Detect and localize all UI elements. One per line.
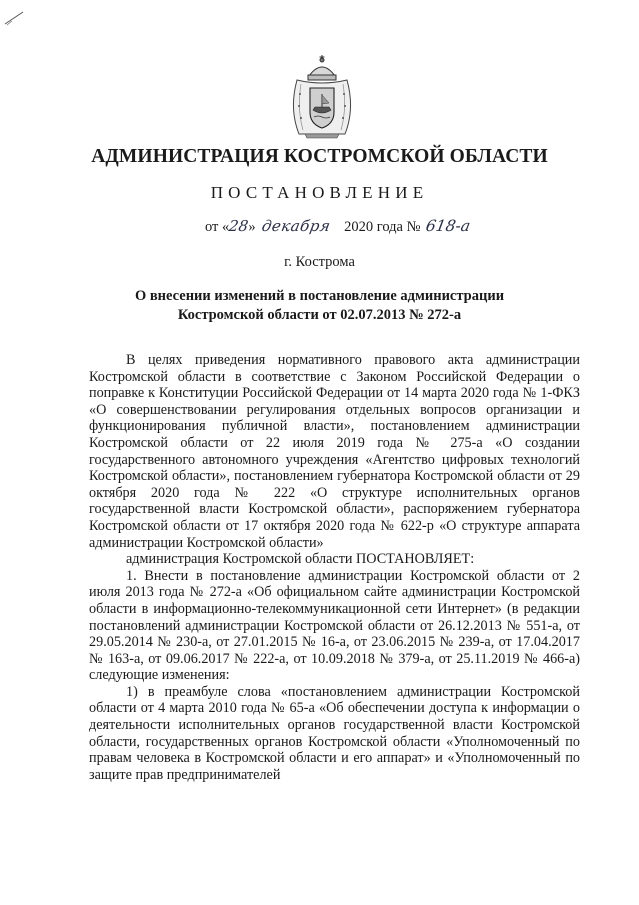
date-month: декабря bbox=[260, 217, 332, 235]
item-1-paragraph: 1. Внести в постановление администрации Костромской области от 2 июля 2013 года № 272-а «Об официальном сайте администрации Костромской области в информационно-телекоммуникационной сети Интернет» (в редакции постановлений администрации Костромской области от 26.12.2013 № 551-а, от 29.05.2014 № 230-а, от 27.01.2015 № 16-а, от 23.06.2015 № 239-а, от 17.04.2017 № 163-а, от 09.06.2017 № 222-а, от 10.09.2018 № 379-а, от 25.11.2019 № 466-а) следующие изменения: bbox=[89, 567, 580, 684]
date-year: 2020 года № bbox=[344, 219, 421, 235]
date-line bbox=[205, 217, 471, 236]
document-subject bbox=[100, 287, 539, 325]
city: г. Кострома bbox=[284, 254, 355, 270]
subject-line-2: Костромской области от 02.07.2013 № 272-а bbox=[177, 307, 462, 323]
subitem-1-paragraph: 1) в преамбуле слова «постановлением администрации Костромской области от 4 марта 2010 года № 65-а «Об обеспечении доступа к информации о деятельности исполнительных органов государственной власти Костромской области, государственных органов Костромской области «Уполномоченный по правам человека в Костромской области и его аппарат» и «Уполномоченный по защите прав предпринимателей bbox=[89, 683, 580, 783]
coat-of-arms-emblem bbox=[287, 54, 357, 140]
document-body bbox=[89, 352, 580, 783]
preamble-paragraph: В целях приведения нормативного правового акта администрации Костромской области в соответствие с Законом Российской Федерации о поправке к Конституции Российской Федерации от 14 марта 2020 года № 1-ФКЗ «О совершенствовании регулирования отдельных вопросов организации и функционирования публичной власти», постановлением администрации Костромской области от 22 июля 2019 года № 275-а «О создании государственного автономного учреждения «Агентство цифровых технологий Костромской области», постановлением губернатора Костромской области от 29 октября 2020 года № 222 «О структуре исполнительных органов государственной власти Костромской области», распоряжением губернатора Костромской области от 17 октября 2020 года № 622-р «О структуре аппарата администрации Костромской области» bbox=[89, 352, 580, 551]
date-prefix-close: » bbox=[248, 219, 256, 235]
document-number: 618-а bbox=[424, 217, 473, 235]
document-type: ПОСТАНОВЛЕНИЕ bbox=[210, 183, 429, 202]
date-prefix-open: от « bbox=[205, 219, 230, 235]
date-day: 28 bbox=[228, 217, 250, 235]
resolves-paragraph: администрация Костромской области ПОСТАНОВЛЯЕТ: bbox=[126, 551, 475, 568]
organization-name: АДМИНИСТРАЦИЯ КОСТРОМСКОЙ ОБЛАСТИ bbox=[91, 146, 548, 167]
subject-line-1: О внесении изменений в постановление администрации bbox=[134, 288, 505, 304]
scan-mark bbox=[4, 10, 24, 26]
